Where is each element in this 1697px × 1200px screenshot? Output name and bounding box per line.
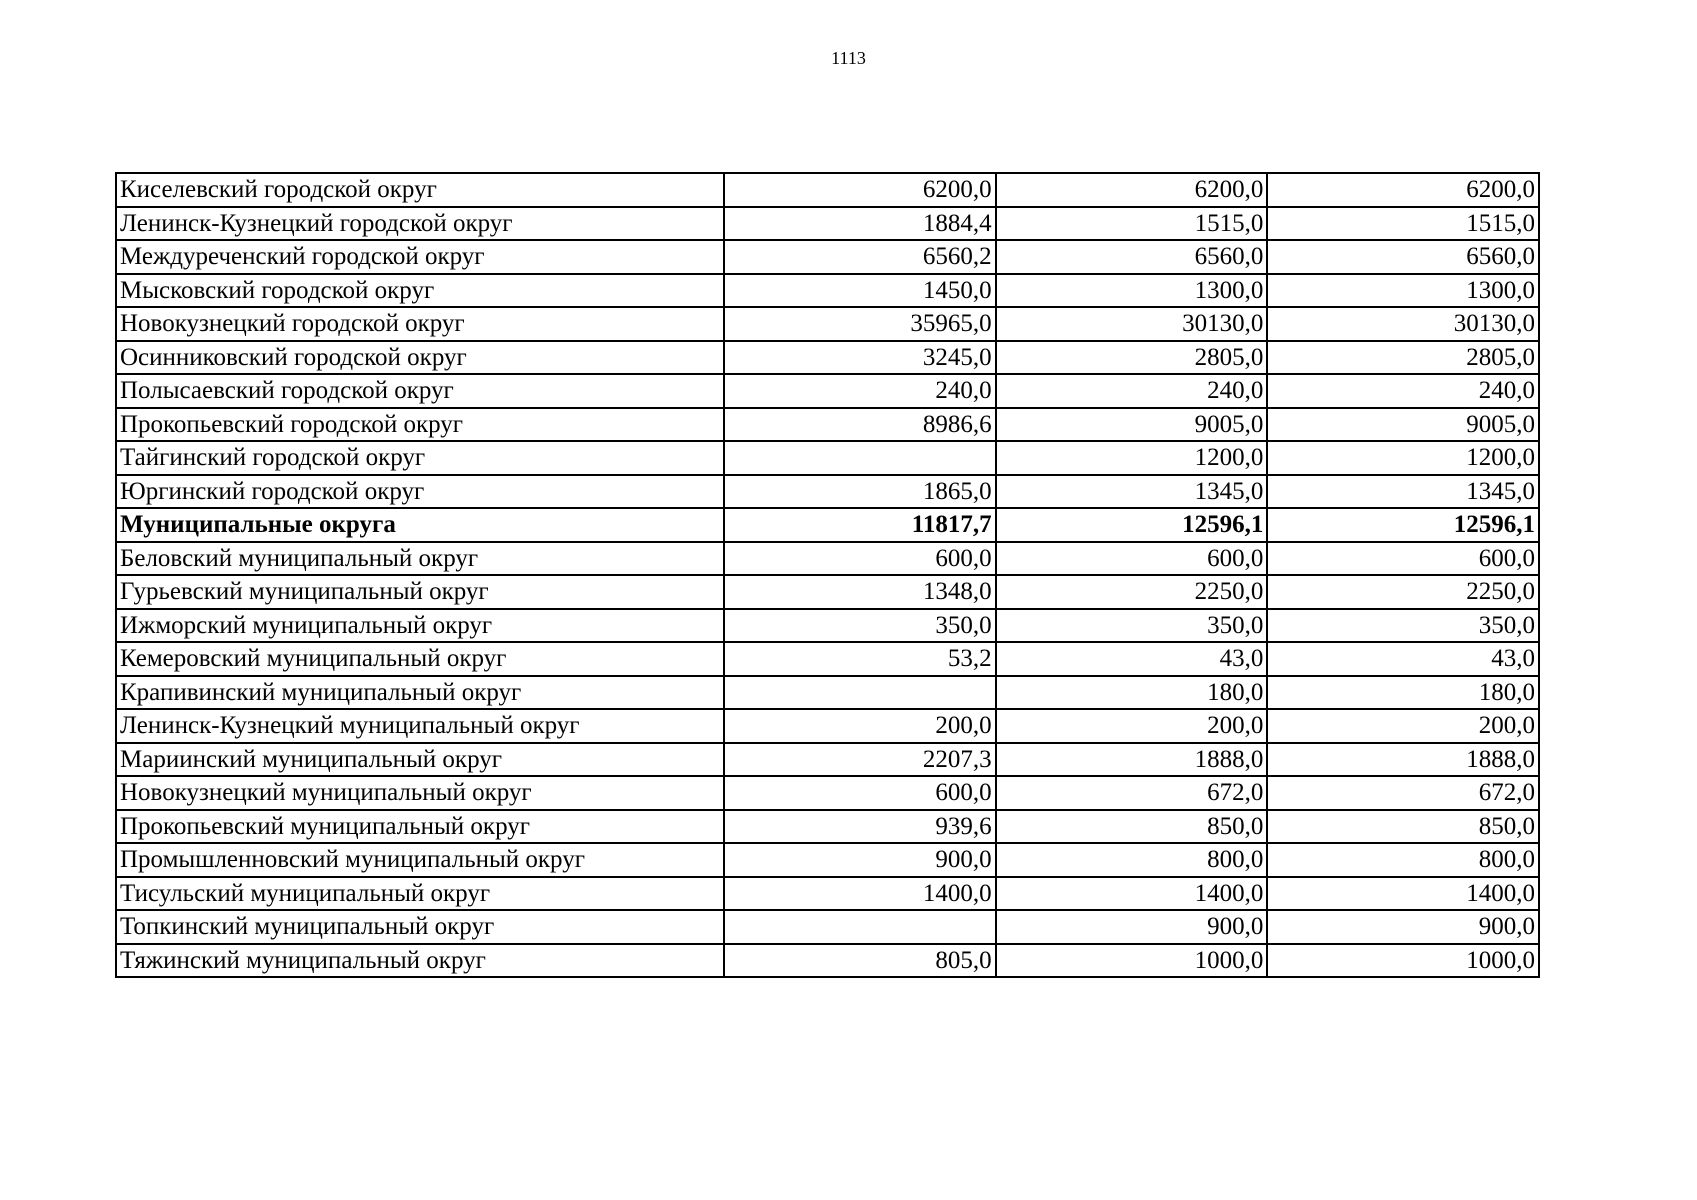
value-cell-1: 2207,3 (724, 743, 996, 777)
table-row-subtotal (116, 508, 1539, 542)
value-cell-2: 1345,0 (996, 475, 1268, 509)
row-name-cell: Киселевский городской округ (116, 173, 724, 207)
value-cell-3: 30130,0 (1267, 307, 1539, 341)
value-cell-2: 672,0 (996, 776, 1268, 810)
table-body (116, 173, 1539, 977)
value-cell-3: 350,0 (1267, 609, 1539, 643)
row-name-cell: Топкинский муниципальный округ (116, 910, 724, 944)
row-name-cell: Прокопьевский муниципальный округ (116, 810, 724, 844)
value-cell-3: 240,0 (1267, 374, 1539, 408)
value-cell-1: 53,2 (724, 642, 996, 676)
value-cell-1: 8986,6 (724, 408, 996, 442)
value-cell-3: 600,0 (1267, 542, 1539, 576)
table-row (116, 240, 1539, 274)
table-row (116, 843, 1539, 877)
row-name-cell: Междуреченский городской округ (116, 240, 724, 274)
value-cell-3: 1888,0 (1267, 743, 1539, 777)
value-cell-2: 2805,0 (996, 341, 1268, 375)
value-cell-1: 6560,2 (724, 240, 996, 274)
value-cell-2: 12596,1 (996, 508, 1268, 542)
value-cell-3: 900,0 (1267, 910, 1539, 944)
table-row (116, 441, 1539, 475)
value-cell-3: 2250,0 (1267, 575, 1539, 609)
value-cell-1 (724, 676, 996, 710)
table-row (116, 374, 1539, 408)
value-cell-3: 800,0 (1267, 843, 1539, 877)
table-row (116, 274, 1539, 308)
value-cell-3: 43,0 (1267, 642, 1539, 676)
table-row (116, 776, 1539, 810)
value-cell-1: 900,0 (724, 843, 996, 877)
data-table (115, 172, 1540, 978)
row-name-cell: Кемеровский муниципальный округ (116, 642, 724, 676)
table-row (116, 877, 1539, 911)
value-cell-3: 672,0 (1267, 776, 1539, 810)
value-cell-2: 1400,0 (996, 877, 1268, 911)
value-cell-1: 1450,0 (724, 274, 996, 308)
row-name-cell: Мысковский городской округ (116, 274, 724, 308)
row-name-cell: Прокопьевский городской округ (116, 408, 724, 442)
value-cell-2: 1888,0 (996, 743, 1268, 777)
row-name-cell: Крапивинский муниципальный округ (116, 676, 724, 710)
page-number: 1113 (831, 48, 866, 68)
table-row (116, 408, 1539, 442)
value-cell-3: 6560,0 (1267, 240, 1539, 274)
value-cell-2: 6200,0 (996, 173, 1268, 207)
row-name-cell: Юргинский городской округ (116, 475, 724, 509)
value-cell-2: 800,0 (996, 843, 1268, 877)
value-cell-1: 3245,0 (724, 341, 996, 375)
value-cell-2: 600,0 (996, 542, 1268, 576)
table-row (116, 609, 1539, 643)
value-cell-3: 1300,0 (1267, 274, 1539, 308)
value-cell-1: 805,0 (724, 944, 996, 978)
row-name-cell: Полысаевский городской округ (116, 374, 724, 408)
table-row (116, 810, 1539, 844)
row-name-cell: Осинниковский городской округ (116, 341, 724, 375)
value-cell-3: 200,0 (1267, 709, 1539, 743)
value-cell-2: 2250,0 (996, 575, 1268, 609)
value-cell-1: 1348,0 (724, 575, 996, 609)
row-name-cell: Муниципальные округа (116, 508, 724, 542)
value-cell-2: 6560,0 (996, 240, 1268, 274)
value-cell-2: 850,0 (996, 810, 1268, 844)
value-cell-1: 939,6 (724, 810, 996, 844)
value-cell-1: 11817,7 (724, 508, 996, 542)
value-cell-1: 200,0 (724, 709, 996, 743)
value-cell-2: 200,0 (996, 709, 1268, 743)
value-cell-1: 35965,0 (724, 307, 996, 341)
value-cell-3: 180,0 (1267, 676, 1539, 710)
value-cell-3: 2805,0 (1267, 341, 1539, 375)
row-name-cell: Новокузнецкий муниципальный округ (116, 776, 724, 810)
table-row (116, 307, 1539, 341)
row-name-cell: Ленинск-Кузнецкий муниципальный округ (116, 709, 724, 743)
value-cell-3: 1000,0 (1267, 944, 1539, 978)
value-cell-3: 1345,0 (1267, 475, 1539, 509)
value-cell-2: 9005,0 (996, 408, 1268, 442)
value-cell-2: 1515,0 (996, 207, 1268, 241)
row-name-cell: Ленинск-Кузнецкий городской округ (116, 207, 724, 241)
table-row (116, 642, 1539, 676)
row-name-cell: Ижморский муниципальный округ (116, 609, 724, 643)
row-name-cell: Новокузнецкий городской округ (116, 307, 724, 341)
value-cell-3: 12596,1 (1267, 508, 1539, 542)
value-cell-3: 1200,0 (1267, 441, 1539, 475)
row-name-cell: Гурьевский муниципальный округ (116, 575, 724, 609)
value-cell-1: 1400,0 (724, 877, 996, 911)
value-cell-1 (724, 441, 996, 475)
table-row (116, 944, 1539, 978)
value-cell-1: 350,0 (724, 609, 996, 643)
row-name-cell: Промышленновский муниципальный округ (116, 843, 724, 877)
value-cell-3: 850,0 (1267, 810, 1539, 844)
value-cell-1: 240,0 (724, 374, 996, 408)
value-cell-1: 600,0 (724, 542, 996, 576)
table-row (116, 475, 1539, 509)
table-row (116, 207, 1539, 241)
value-cell-1: 1884,4 (724, 207, 996, 241)
value-cell-2: 180,0 (996, 676, 1268, 710)
value-cell-2: 1200,0 (996, 441, 1268, 475)
value-cell-2: 1300,0 (996, 274, 1268, 308)
table-row (116, 676, 1539, 710)
row-name-cell: Тайгинский городской округ (116, 441, 724, 475)
value-cell-2: 240,0 (996, 374, 1268, 408)
row-name-cell: Тисульский муниципальный округ (116, 877, 724, 911)
value-cell-3: 1400,0 (1267, 877, 1539, 911)
table-row (116, 743, 1539, 777)
row-name-cell: Беловский муниципальный округ (116, 542, 724, 576)
table-row (116, 341, 1539, 375)
value-cell-2: 43,0 (996, 642, 1268, 676)
value-cell-1: 600,0 (724, 776, 996, 810)
table-row (116, 709, 1539, 743)
value-cell-1: 1865,0 (724, 475, 996, 509)
table-row (116, 575, 1539, 609)
value-cell-1: 6200,0 (724, 173, 996, 207)
value-cell-3: 1515,0 (1267, 207, 1539, 241)
table-row (116, 173, 1539, 207)
row-name-cell: Тяжинский муниципальный округ (116, 944, 724, 978)
value-cell-2: 1000,0 (996, 944, 1268, 978)
value-cell-1 (724, 910, 996, 944)
table-row (116, 910, 1539, 944)
value-cell-2: 30130,0 (996, 307, 1268, 341)
value-cell-2: 900,0 (996, 910, 1268, 944)
value-cell-3: 6200,0 (1267, 173, 1539, 207)
table-row (116, 542, 1539, 576)
value-cell-3: 9005,0 (1267, 408, 1539, 442)
value-cell-2: 350,0 (996, 609, 1268, 643)
row-name-cell: Мариинский муниципальный округ (116, 743, 724, 777)
